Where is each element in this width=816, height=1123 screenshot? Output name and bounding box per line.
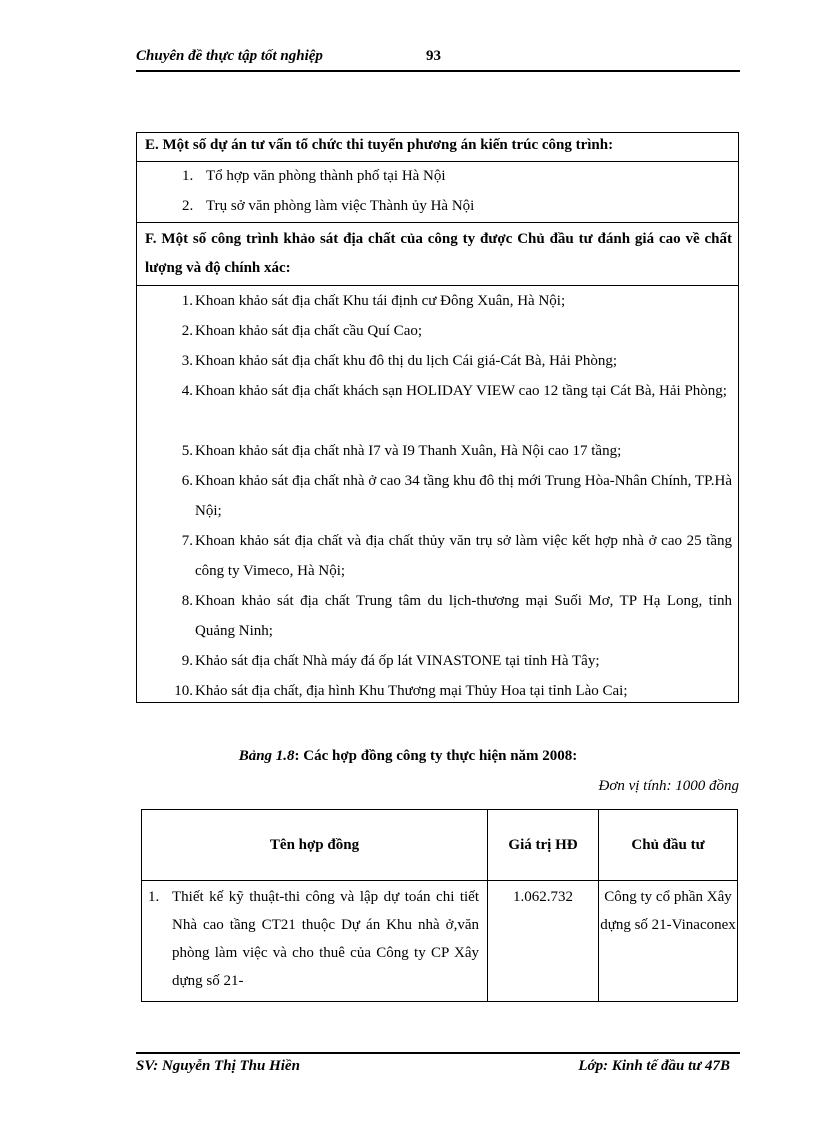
caption-label: Bảng 1.8 bbox=[238, 748, 295, 764]
header-title: Chuyên đề thực tập tốt nghiệp bbox=[136, 48, 323, 64]
list-item bbox=[167, 316, 732, 346]
list-item bbox=[167, 286, 732, 316]
student-name: SV: Nguyễn Thị Thu Hiền bbox=[136, 1058, 300, 1074]
table-caption bbox=[0, 748, 816, 765]
list-item bbox=[167, 676, 732, 706]
table-header-row bbox=[142, 810, 738, 881]
item-text: Khoan khảo sát địa chất Trung tâm du lịch-thương mại Suối Mơ, TP Hạ Long, tỉnh Quảng Ninh; bbox=[195, 593, 732, 639]
item-number: 7. bbox=[181, 533, 193, 549]
item-number: 3. bbox=[181, 353, 193, 369]
item-number: 2. bbox=[181, 323, 193, 339]
unit-note: Đơn vị tính: 1000 đồng bbox=[598, 778, 739, 794]
item-number: 1. bbox=[182, 168, 194, 184]
row-number: 1. bbox=[148, 889, 160, 905]
list-item bbox=[167, 586, 732, 646]
section-e-heading: E. Một số dự án tư vấn tổ chức thi tuyển phương án kiến trúc công trình: bbox=[137, 133, 738, 162]
item-number: 4. bbox=[181, 383, 193, 399]
item-text: Khảo sát địa chất, địa hình Khu Thương mại Thủy Hoa tại tỉnh Lào Cai; bbox=[195, 683, 628, 699]
section-e-item bbox=[182, 196, 474, 216]
header-contract-name: Tên hợp đồng bbox=[142, 810, 488, 881]
item-number: 5. bbox=[181, 443, 193, 459]
caption-text: : Các hợp đồng công ty thực hiện năm 2008: bbox=[294, 748, 578, 764]
item-number: 1. bbox=[181, 293, 193, 309]
table-row bbox=[142, 881, 738, 1002]
contract-value: 1.062.732 bbox=[488, 881, 599, 1002]
item-number: 8. bbox=[181, 593, 193, 609]
item-text: Trụ sở văn phòng làm việc Thành ủy Hà Nội bbox=[206, 198, 475, 214]
list-item bbox=[167, 346, 732, 376]
item-text: Khoan khảo sát địa chất nhà I7 và I9 Thanh Xuân, Hà Nội cao 17 tầng; bbox=[195, 443, 622, 459]
list-item bbox=[167, 436, 732, 466]
projects-box bbox=[136, 132, 739, 703]
item-text: Khoan khảo sát địa chất khu đô thị du lịch Cái giá-Cát Bà, Hải Phòng; bbox=[195, 353, 618, 369]
header-contract-value: Giá trị HĐ bbox=[488, 810, 599, 881]
header-investor: Chủ đầu tư bbox=[599, 810, 738, 881]
list-item bbox=[167, 526, 732, 586]
item-number: 2. bbox=[182, 198, 194, 214]
item-number: 10. bbox=[174, 683, 193, 699]
contracts-table bbox=[141, 809, 738, 1002]
item-text: Khoan khảo sát địa chất và địa chất thủy văn trụ sở làm việc kết hợp nhà ở cao 25 tầng công ty Vimeco, Hà Nội; bbox=[195, 533, 732, 579]
item-number: 9. bbox=[181, 653, 193, 669]
investor-name: Công ty cổ phần Xây dựng số 21-Vinaconex bbox=[599, 881, 738, 1002]
page-header bbox=[136, 48, 740, 72]
list-item bbox=[167, 376, 732, 406]
item-text: Khoan khảo sát địa chất cầu Quí Cao; bbox=[195, 323, 423, 339]
item-text: Khoan khảo sát địa chất khách sạn HOLIDAY VIEW cao 12 tầng tại Cát Bà, Hải Phòng; bbox=[195, 383, 727, 399]
section-e-item bbox=[182, 166, 446, 186]
list-item bbox=[167, 466, 732, 526]
contract-name: Thiết kế kỹ thuật-thi công và lập dự toán chi tiết Nhà cao tầng CT21 thuộc Dự án Khu nhà ở,văn phòng làm việc và cho thuê của Công ty CP Xây dựng số 21- bbox=[172, 889, 479, 989]
item-number: 6. bbox=[181, 473, 193, 489]
class-name: Lớp: Kinh tế đầu tư 47B bbox=[578, 1058, 730, 1074]
page-footer bbox=[136, 1052, 740, 1078]
item-text: Khảo sát địa chất Nhà máy đá ốp lát VINASTONE tại tỉnh Hà Tây; bbox=[195, 653, 600, 669]
page-number: 93 bbox=[426, 48, 441, 64]
item-text: Khoan khảo sát địa chất Khu tái định cư Đông Xuân, Hà Nội; bbox=[195, 293, 566, 309]
list-item bbox=[167, 646, 732, 676]
section-f-heading: F. Một số công trình khảo sát địa chất của công ty được Chủ đầu tư đánh giá cao về chất lượng và độ chính xác: bbox=[137, 222, 738, 286]
contract-name-cell bbox=[142, 881, 488, 1002]
item-text: Khoan khảo sát địa chất nhà ở cao 34 tầng khu đô thị mới Trung Hòa-Nhân Chính, TP.Hà Nội; bbox=[195, 473, 732, 519]
item-text: Tổ hợp văn phòng thành phố tại Hà Nội bbox=[206, 168, 446, 184]
